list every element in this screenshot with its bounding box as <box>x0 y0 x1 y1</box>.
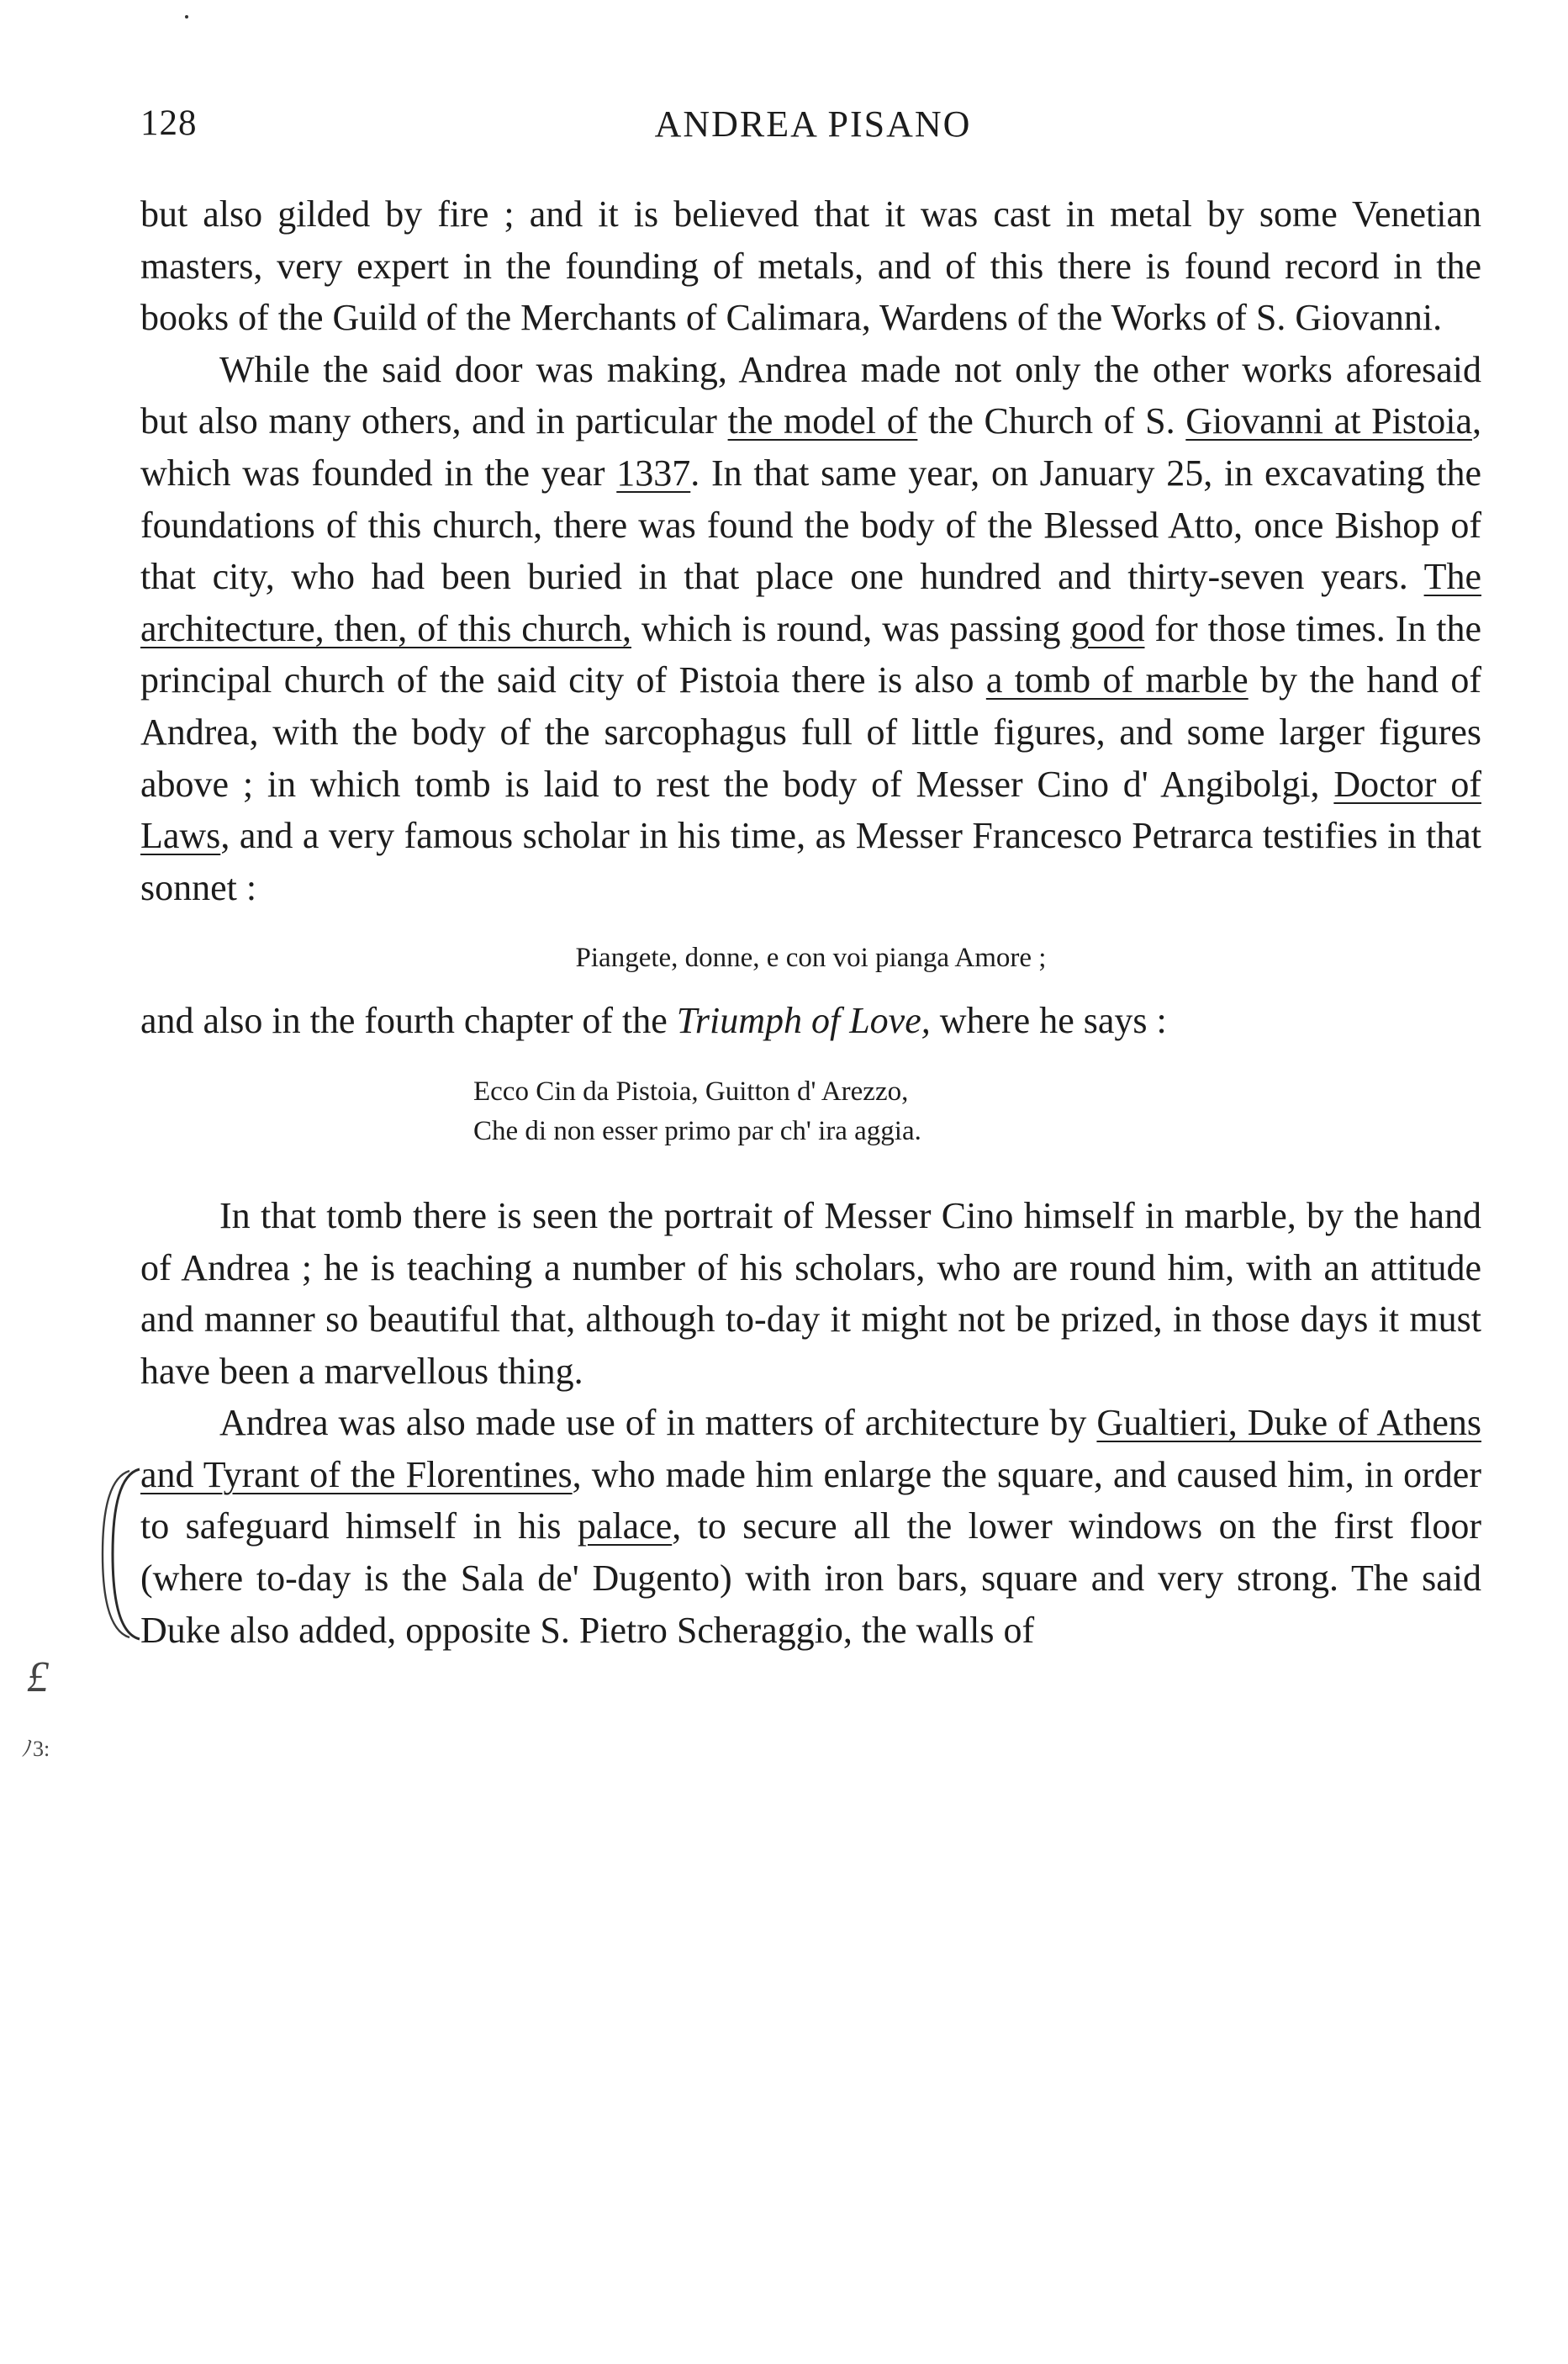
paragraph-3-text: where he says : <box>930 1000 1167 1042</box>
paragraph-2-text: , and a very famous scholar in his time, as Messer Francesco Petrarca testifies in that sonnet : <box>140 815 1481 908</box>
page-header <box>140 103 1486 161</box>
margin-pencil-mark: ﾉ3: <box>22 1737 50 1761</box>
paragraph-2-text: by the hand of Andrea, with the body of the sarcophagus full of little figures, and some larger figures above ; in which tomb is laid to rest the body of Messer Cino d' Angibolgi, <box>140 659 1482 805</box>
body-text <box>140 188 1481 1656</box>
paragraph-5-text: , who made him enlarge the square, and caused him, in order to safeguard himself in his <box>140 1453 1481 1547</box>
paragraph-1: but also gilded by fire ; and it is believed that it was cast in metal by some Venetian masters, very expert in the founding of metals, and of this there is found record in the books of the Guild of the Merchants of Calimara, Wardens of the Works of S. Giovanni. <box>140 193 1481 339</box>
verse-line: Ecco Cin da Pistoia, Guitton d' Arezzo, <box>473 1076 909 1107</box>
underlined-phrase: a tomb of marble <box>985 659 1249 701</box>
paragraph-2-text: the Church of S. <box>917 400 1186 442</box>
paragraph-4: In that tomb there is seen the portrait of Messer Cino himself in marble, by the hand of Andrea ; he is teaching a number of his scholars, who are round him, with an attitude and manner so beautiful that, although to-day it might not be prized, in those days it must have been a marvellous thing. <box>140 1194 1481 1392</box>
margin-pencil-note <box>22 1653 72 1795</box>
margin-bracket-annotation <box>91 1466 141 1642</box>
paragraph-2-text: , which was founded in the year <box>140 400 1481 494</box>
underlined-phrase: Giovanni at Pistoia <box>1185 400 1472 442</box>
running-title: ANDREA PISANO <box>654 103 972 145</box>
book-title-italic: Triumph of Love, <box>676 1000 931 1042</box>
sonnet-quotation: Piangete, donne, e con voi pianga Amore ; <box>575 943 1047 974</box>
paper-speck <box>185 15 188 19</box>
paragraph-3 <box>140 995 1481 1047</box>
paragraph-2-text: which is round, was passing <box>631 607 1071 649</box>
underlined-phrase: good <box>1070 607 1145 649</box>
paragraph-5-text: Andrea was also made use of in matters of architecture by <box>219 1402 1097 1444</box>
underlined-phrase: The architecture, then, of this church, <box>140 556 1481 649</box>
underlined-phrase: Doctor of Laws <box>140 763 1481 857</box>
paragraph-2-text: While the said door was making, Andrea made not only the other works aforesaid but also many others, and in particular <box>140 348 1481 442</box>
underlined-phrase: the model of <box>727 400 918 442</box>
paragraph-3-text: and also in the fourth chapter of the <box>140 1000 677 1042</box>
margin-pencil-glyph: £ <box>27 1653 49 1701</box>
paragraph-5-text: , to secure all the lower windows on the first floor (where to-day is the Sala de' Dugento) with iron bars, square and very strong. The said Duke also added, opposite S. Pietro Scheraggio, the walls of <box>140 1505 1481 1651</box>
paragraph-2-text: . In that same year, on January 25, in excavating the foundations of this church, there was found the body of the Blessed Atto, once Bishop of that city, who had been buried in that place one hundred and thirty-seven years. <box>140 452 1482 598</box>
paragraph-2-text: for those times. In the principal church of the said city of Pistoia there is also <box>140 607 1481 701</box>
underlined-phrase: palace <box>577 1505 673 1547</box>
paragraph-5 <box>140 1397 1481 1656</box>
paragraph-2 <box>140 344 1481 914</box>
triumph-quotation <box>140 1047 1481 1190</box>
page-number: 128 <box>140 103 198 143</box>
underlined-phrase: Gualtieri, Duke of Athens and Tyrant of the Florentines <box>140 1402 1481 1495</box>
underlined-phrase: 1337 <box>616 452 691 494</box>
verse-line: Che di non esser primo par ch' ira aggia. <box>473 1115 921 1146</box>
